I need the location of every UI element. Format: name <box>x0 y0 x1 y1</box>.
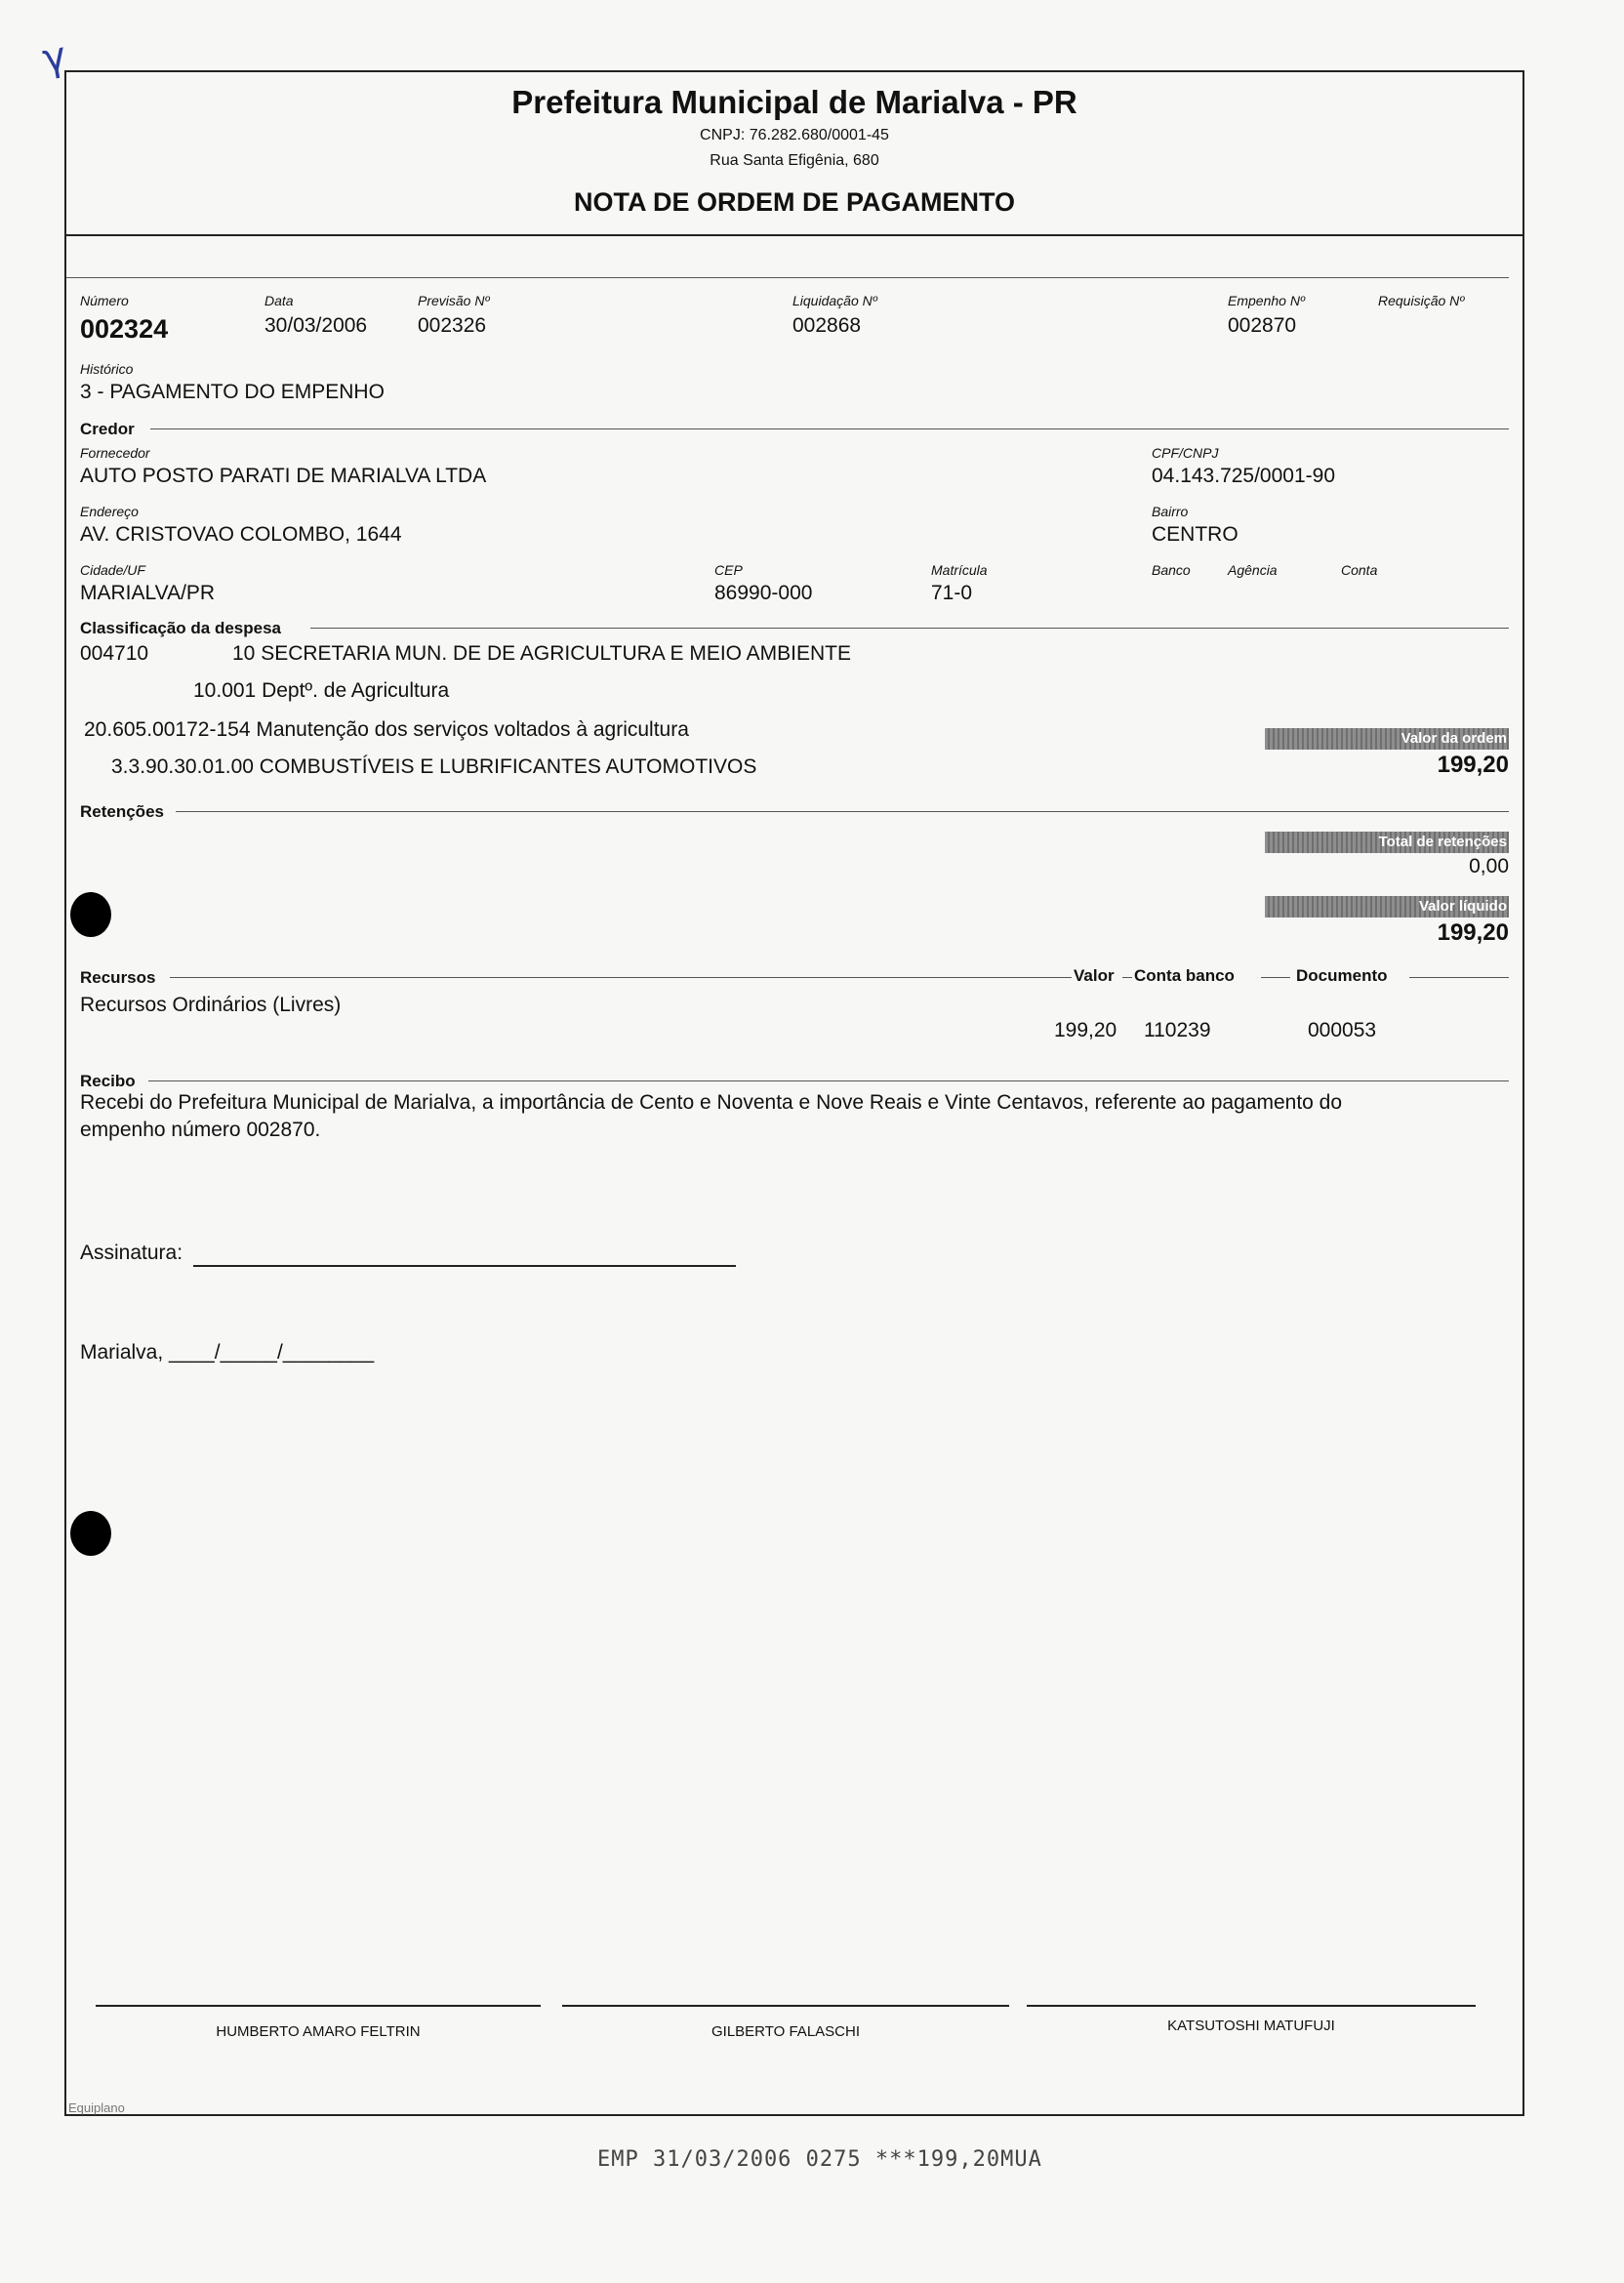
page-title: Prefeitura Municipal de Marialva - PR <box>511 84 1077 120</box>
divider <box>310 628 1509 629</box>
recursos-conta-header: Conta banco <box>1134 966 1235 985</box>
valor-liquido-value: 199,20 <box>1437 919 1509 946</box>
numero-value: 002324 <box>80 314 169 344</box>
banco-label: Banco <box>1152 562 1191 578</box>
recursos-section: Recursos <box>80 968 156 987</box>
signature-line <box>96 2005 541 2007</box>
credor-section: Credor <box>80 420 135 438</box>
valor-liquido-label: Valor líquido <box>1418 898 1507 915</box>
recursos-valor-header: Valor <box>1074 966 1115 985</box>
bairro-value: CENTRO <box>1152 523 1238 546</box>
recursos-valor: 199,20 <box>1054 1019 1117 1041</box>
bairro-label: Bairro <box>1152 504 1189 519</box>
data-label: Data <box>264 293 294 308</box>
divider <box>148 1080 1509 1081</box>
previsao-value: 002326 <box>418 314 487 337</box>
valor-ordem-label: Valor da ordem <box>1401 730 1507 747</box>
classificacao-line3: 20.605.00172-154 Manutenção dos serviços voltados à agricultura <box>84 718 689 741</box>
recursos-conta: 110239 <box>1144 1019 1211 1041</box>
local-date-line: Marialva, ____/_____/________ <box>80 1341 375 1364</box>
check-mark: γ <box>39 33 70 82</box>
recibo-line2: empenho número 002870. <box>80 1119 321 1141</box>
signature-line <box>1027 2005 1476 2007</box>
classificacao-section: Classificação da despesa <box>80 619 282 637</box>
software-brand: Equiplano <box>68 2100 125 2115</box>
endereco-value: AV. CRISTOVAO COLOMBO, 1644 <box>80 523 402 546</box>
classificacao-line1: 10 SECRETARIA MUN. DE DE AGRICULTURA E MEIO AMBIENTE <box>232 642 852 665</box>
endereco-label: Endereço <box>80 504 139 519</box>
historico-value: 3 - PAGAMENTO DO EMPENHO <box>80 381 385 403</box>
fornecedor-label: Fornecedor <box>80 445 150 461</box>
recursos-documento: 000053 <box>1308 1019 1377 1041</box>
divider <box>1122 977 1132 978</box>
divider <box>150 428 1509 429</box>
matricula-value: 71-0 <box>931 582 973 604</box>
total-retencoes-label: Total de retenções <box>1378 834 1507 850</box>
header-address: Rua Santa Efigênia, 680 <box>710 152 879 169</box>
assinatura-label: Assinatura: <box>80 1242 183 1264</box>
liquidacao-label: Liquidação Nº <box>792 293 877 308</box>
recibo-line1: Recebi do Prefeitura Municipal de Marialva, a importância de Cento e Noventa e Nove Reais e Vinte Centavos, referente ao pagamento do <box>80 1091 1343 1114</box>
total-retencoes-value: 0,00 <box>1469 855 1509 877</box>
divider <box>1409 977 1509 978</box>
cpf-label: CPF/CNPJ <box>1152 445 1219 461</box>
cidade-label: Cidade/UF <box>80 562 145 578</box>
document-frame <box>64 70 1524 2116</box>
empenho-value: 002870 <box>1228 314 1297 337</box>
assinatura-line <box>193 1265 736 1267</box>
divider <box>66 277 1509 278</box>
cep-label: CEP <box>714 562 743 578</box>
cpf-value: 04.143.725/0001-90 <box>1152 465 1336 487</box>
data-value: 30/03/2006 <box>264 314 368 337</box>
classificacao-line2: 10.001 Deptº. de Agricultura <box>193 679 450 702</box>
recursos-descricao: Recursos Ordinários (Livres) <box>80 994 342 1016</box>
divider <box>1261 977 1290 978</box>
header-cnpj: CNPJ: 76.282.680/0001-45 <box>700 127 889 143</box>
recibo-section: Recibo <box>80 1072 136 1090</box>
agencia-label: Agência <box>1228 562 1278 578</box>
document-title: NOTA DE ORDEM DE PAGAMENTO <box>573 187 1015 217</box>
valor-ordem-value: 199,20 <box>1437 752 1509 778</box>
fornecedor-value: AUTO POSTO PARATI DE MARIALVA LTDA <box>80 465 487 487</box>
valor-ordem-bar <box>1265 728 1509 750</box>
signature-line <box>562 2005 1009 2007</box>
signatory-name: KATSUTOSHI MATUFUJI <box>1167 2018 1335 2034</box>
previsao-label: Previsão Nº <box>418 293 490 308</box>
classificacao-code: 004710 <box>80 642 149 665</box>
numero-label: Número <box>80 293 129 308</box>
historico-label: Histórico <box>80 361 134 377</box>
punch-hole <box>70 892 111 937</box>
punch-hole <box>70 1511 111 1556</box>
recursos-documento-header: Documento <box>1296 966 1388 985</box>
signatory-name: GILBERTO FALASCHI <box>711 2023 860 2040</box>
document-header <box>66 72 1522 236</box>
signatory-name: HUMBERTO AMARO FELTRIN <box>216 2023 421 2040</box>
bank-authentication-stamp: EMP 31/03/2006 0275 ***199,20MUA <box>597 2147 1042 2172</box>
cep-value: 86990-000 <box>714 582 813 604</box>
matricula-label: Matrícula <box>931 562 988 578</box>
liquidacao-value: 002868 <box>792 314 862 337</box>
divider <box>170 977 1072 978</box>
divider <box>176 811 1509 812</box>
valor-liquido-bar <box>1265 896 1509 917</box>
empenho-label: Empenho Nº <box>1228 293 1306 308</box>
classificacao-line4: 3.3.90.30.01.00 COMBUSTÍVEIS E LUBRIFICANTES AUTOMOTIVOS <box>111 755 757 778</box>
requisicao-label: Requisição Nº <box>1378 293 1465 308</box>
retencoes-section: Retenções <box>80 802 164 821</box>
total-retencoes-bar <box>1265 832 1509 853</box>
cidade-value: MARIALVA/PR <box>80 582 216 604</box>
conta-label: Conta <box>1341 562 1378 578</box>
